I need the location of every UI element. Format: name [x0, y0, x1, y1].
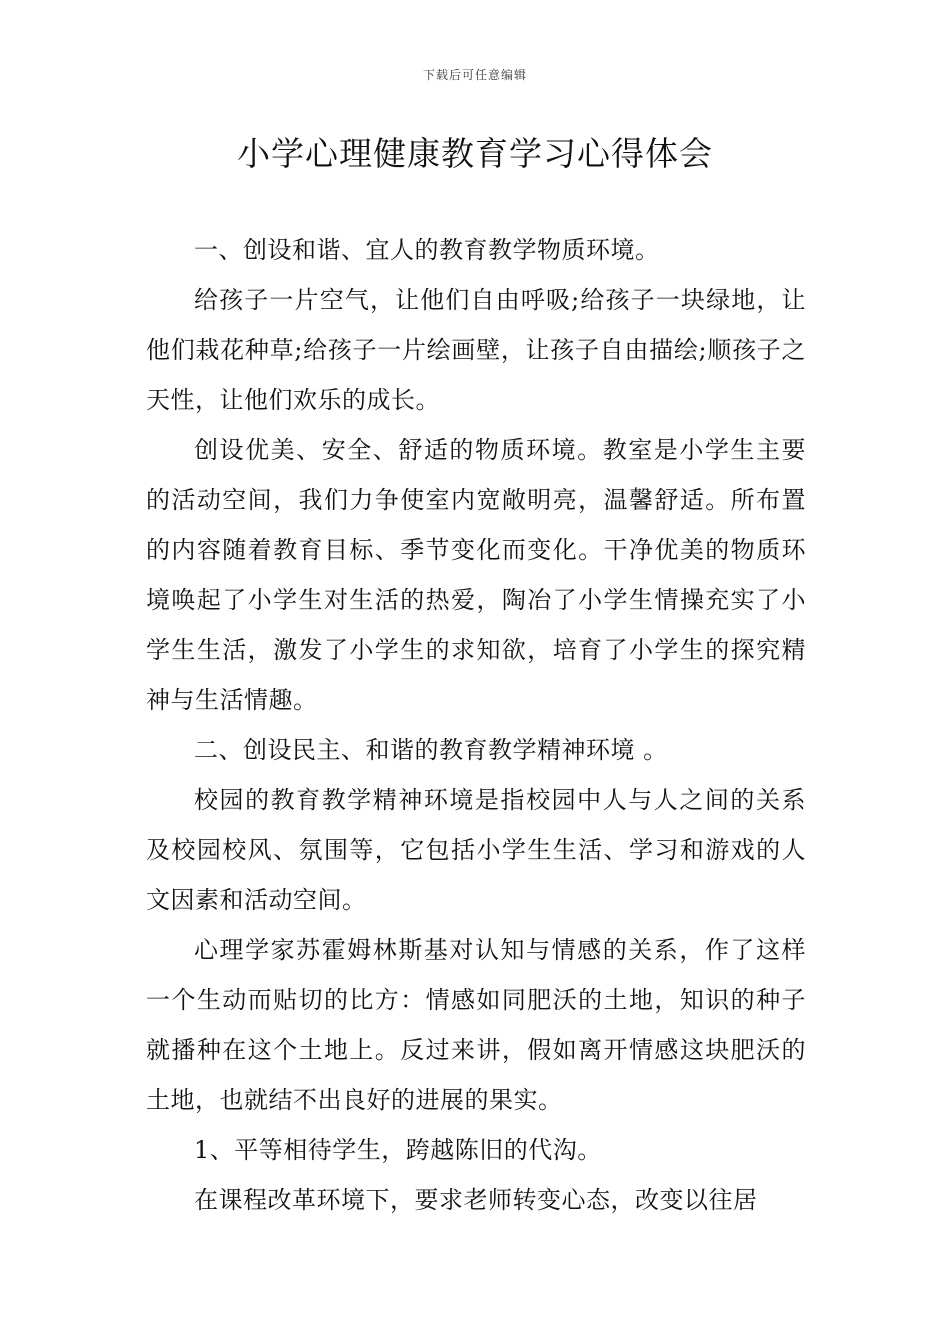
document-title: 小学心理健康教育学习心得体会 [237, 134, 713, 173]
paragraph-5: 校园的教育教学精神环境是指校园中人与人之间的关系及校园校风、氛围等，它包括小学生生活、学习和游戏的人文因素和活动空间。 [146, 786, 806, 914]
paragraph-3: 创设优美、安全、舒适的物质环境。教室是小学生主要的活动空间，我们力争使室内宽敞明亮，温馨舒适。所布置的内容随着教育目标、季节变化而变化。干净优美的物质环境唤起了小学生对生活的热爱，陶冶了小学生情操充实了小学生生活，激发了小学生的求知欲，培育了小学生的探究精神与生活情趣。 [146, 436, 806, 714]
paragraph-8: 在课程改革环境下，要求老师转变心态，改变以往居 [194, 1186, 758, 1214]
paragraph-4: 二、创设民主、和谐的教育教学精神环境 。 [194, 736, 668, 764]
header-note: 下载后可任意编辑 [422, 68, 527, 82]
paragraph-7: 1、平等相待学生，跨越陈旧的代沟。 [194, 1136, 602, 1164]
document-body [146, 225, 806, 1225]
paragraph-2: 给孩子一片空气，让他们自由呼吸;给孩子一块绿地，让他们栽花种草;给孩子一片绘画壁，让孩子自由描绘;顺孩子之天性，让他们欢乐的成长。 [146, 286, 806, 414]
paragraph-6: 心理学家苏霍姆林斯基对认知与情感的关系，作了这样一个生动而贴切的比方：情感如同肥沃的土地，知识的种子就播种在这个土地上。反过来讲，假如离开情感这块肥沃的土地，也就结不出良好的进展的果实。 [146, 936, 806, 1114]
paragraph-1: 一、创设和谐、宜人的教育教学物质环境。 [194, 236, 660, 264]
